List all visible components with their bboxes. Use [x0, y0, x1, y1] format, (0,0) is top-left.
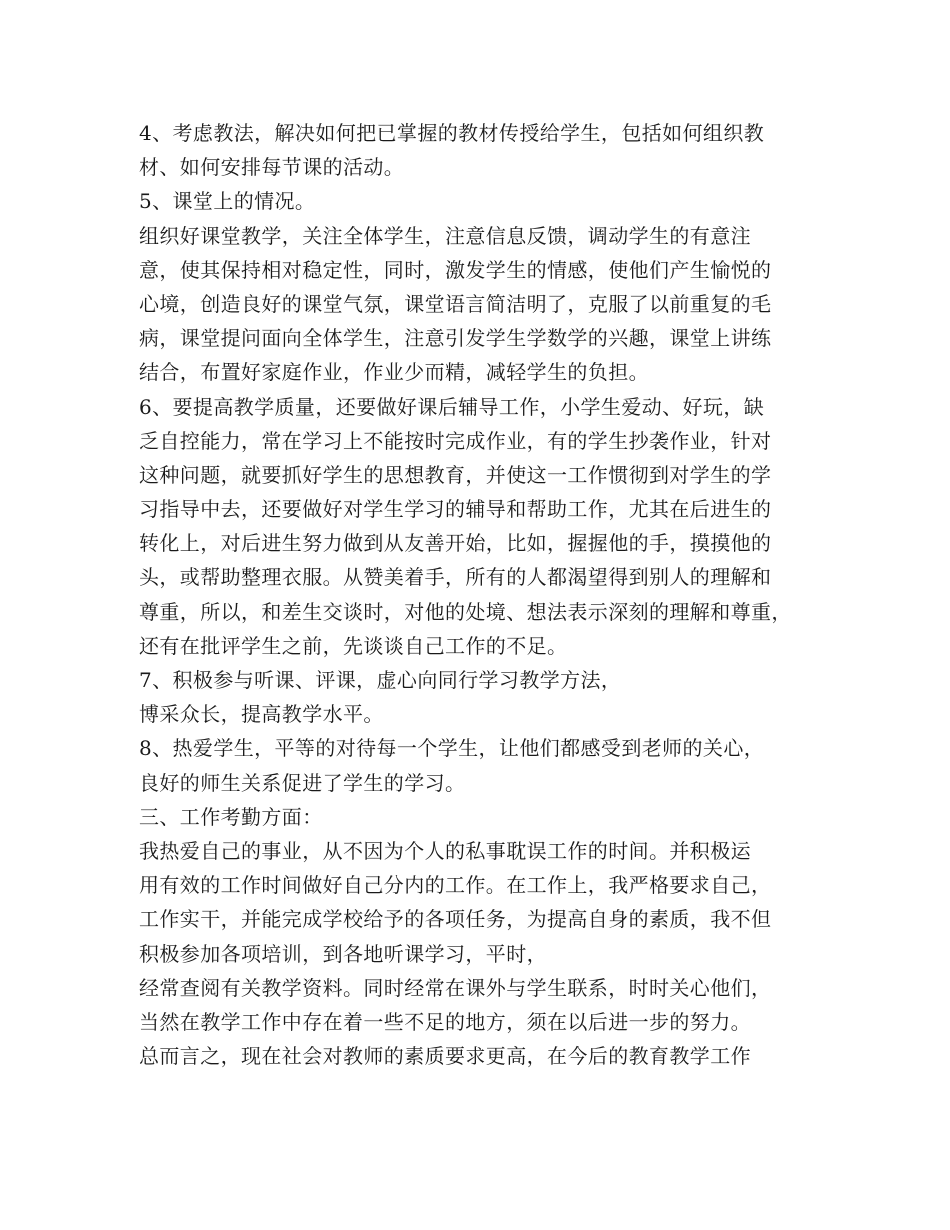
- text-line: 博采众长，提高教学水平。: [139, 702, 384, 727]
- text-line: 工作实干，并能完成学校给予的各项任务，为提高自身的素质，我不但: [139, 907, 772, 932]
- text-line: 当然在教学工作中存在着一些不足的地方，须在以后进一步的努力。: [139, 1009, 751, 1034]
- text-line: 6、要提高教学质量，还要做好课后辅导工作，小学生爱动、好玩，缺: [139, 394, 765, 419]
- text-line: 转化上，对后进生努力做到从友善开始，比如，握握他的手，摸摸他的: [139, 531, 772, 556]
- text-line: 习指导中去，还要做好对学生学习的辅导和帮助工作，尤其在后进生的: [139, 497, 772, 522]
- text-line: 病，课堂提问面向全体学生，注意引发学生学数学的兴趣，课堂上讲练: [139, 326, 772, 351]
- text-line: 心境，创造良好的课堂气氛，课堂语言简洁明了，克服了以前重复的毛: [139, 291, 772, 316]
- text-line: 结合，布置好家庭作业，作业少而精，减轻学生的负担。: [139, 360, 649, 385]
- text-line: 5、课堂上的情况。: [139, 189, 316, 214]
- text-line: 组织好课堂教学，关注全体学生，注意信息反馈，调动学生的有意注: [139, 223, 751, 248]
- text-line: 4、考虑教法，解决如何把已掌握的教材传授给学生，包括如何组织教: [139, 121, 765, 145]
- text-line: 8、热爱学生，平等的对待每一个学生，让他们都感受到老师的关心，: [139, 736, 765, 761]
- text-line: 三、工作考勤方面：: [139, 804, 323, 829]
- text-line: 良好的师生关系促进了学生的学习。: [139, 770, 466, 795]
- document-body: [139, 116, 829, 1073]
- text-line: 意，使其保持相对稳定性，同时，激发学生的情感，使他们产生愉悦的: [139, 257, 772, 282]
- text-line: 总而言之，现在社会对教师的素质要求更高，在今后的教育教学工作: [139, 1044, 751, 1069]
- text-line: 还有在批评学生之前，先谈谈自己工作的不足。: [139, 633, 568, 658]
- text-line: 积极参加各项培训，到各地听课学习，平时，: [139, 941, 547, 966]
- text-line: 这种问题，就要抓好学生的思想教育，并使这一工作惯彻到对学生的学: [139, 462, 772, 487]
- text-line: 头，或帮助整理衣服。从赞美着手，所有的人都渴望得到别人的理解和: [139, 565, 772, 590]
- text-line: 乏自控能力，常在学习上不能按时完成作业，有的学生抄袭作业，针对: [139, 428, 772, 453]
- text-line: 7、积极参与听课、评课，虚心向同行学习教学方法，: [139, 668, 622, 692]
- text-line: 我热爱自己的事业，从不因为个人的私事耽误工作的时间。并积极运: [139, 838, 751, 863]
- text-line: 经常查阅有关教学资料。同时经常在课外与学生联系，时时关心他们，: [139, 975, 772, 1000]
- text-line: 用有效的工作时间做好自己分内的工作。在工作上，我严格要求自己，: [139, 873, 772, 898]
- text-line: 材、如何安排每节课的活动。: [139, 155, 405, 180]
- text-line: 尊重，所以，和差生交谈时，对他的处境、想法表示深刻的理解和尊重，: [139, 599, 792, 624]
